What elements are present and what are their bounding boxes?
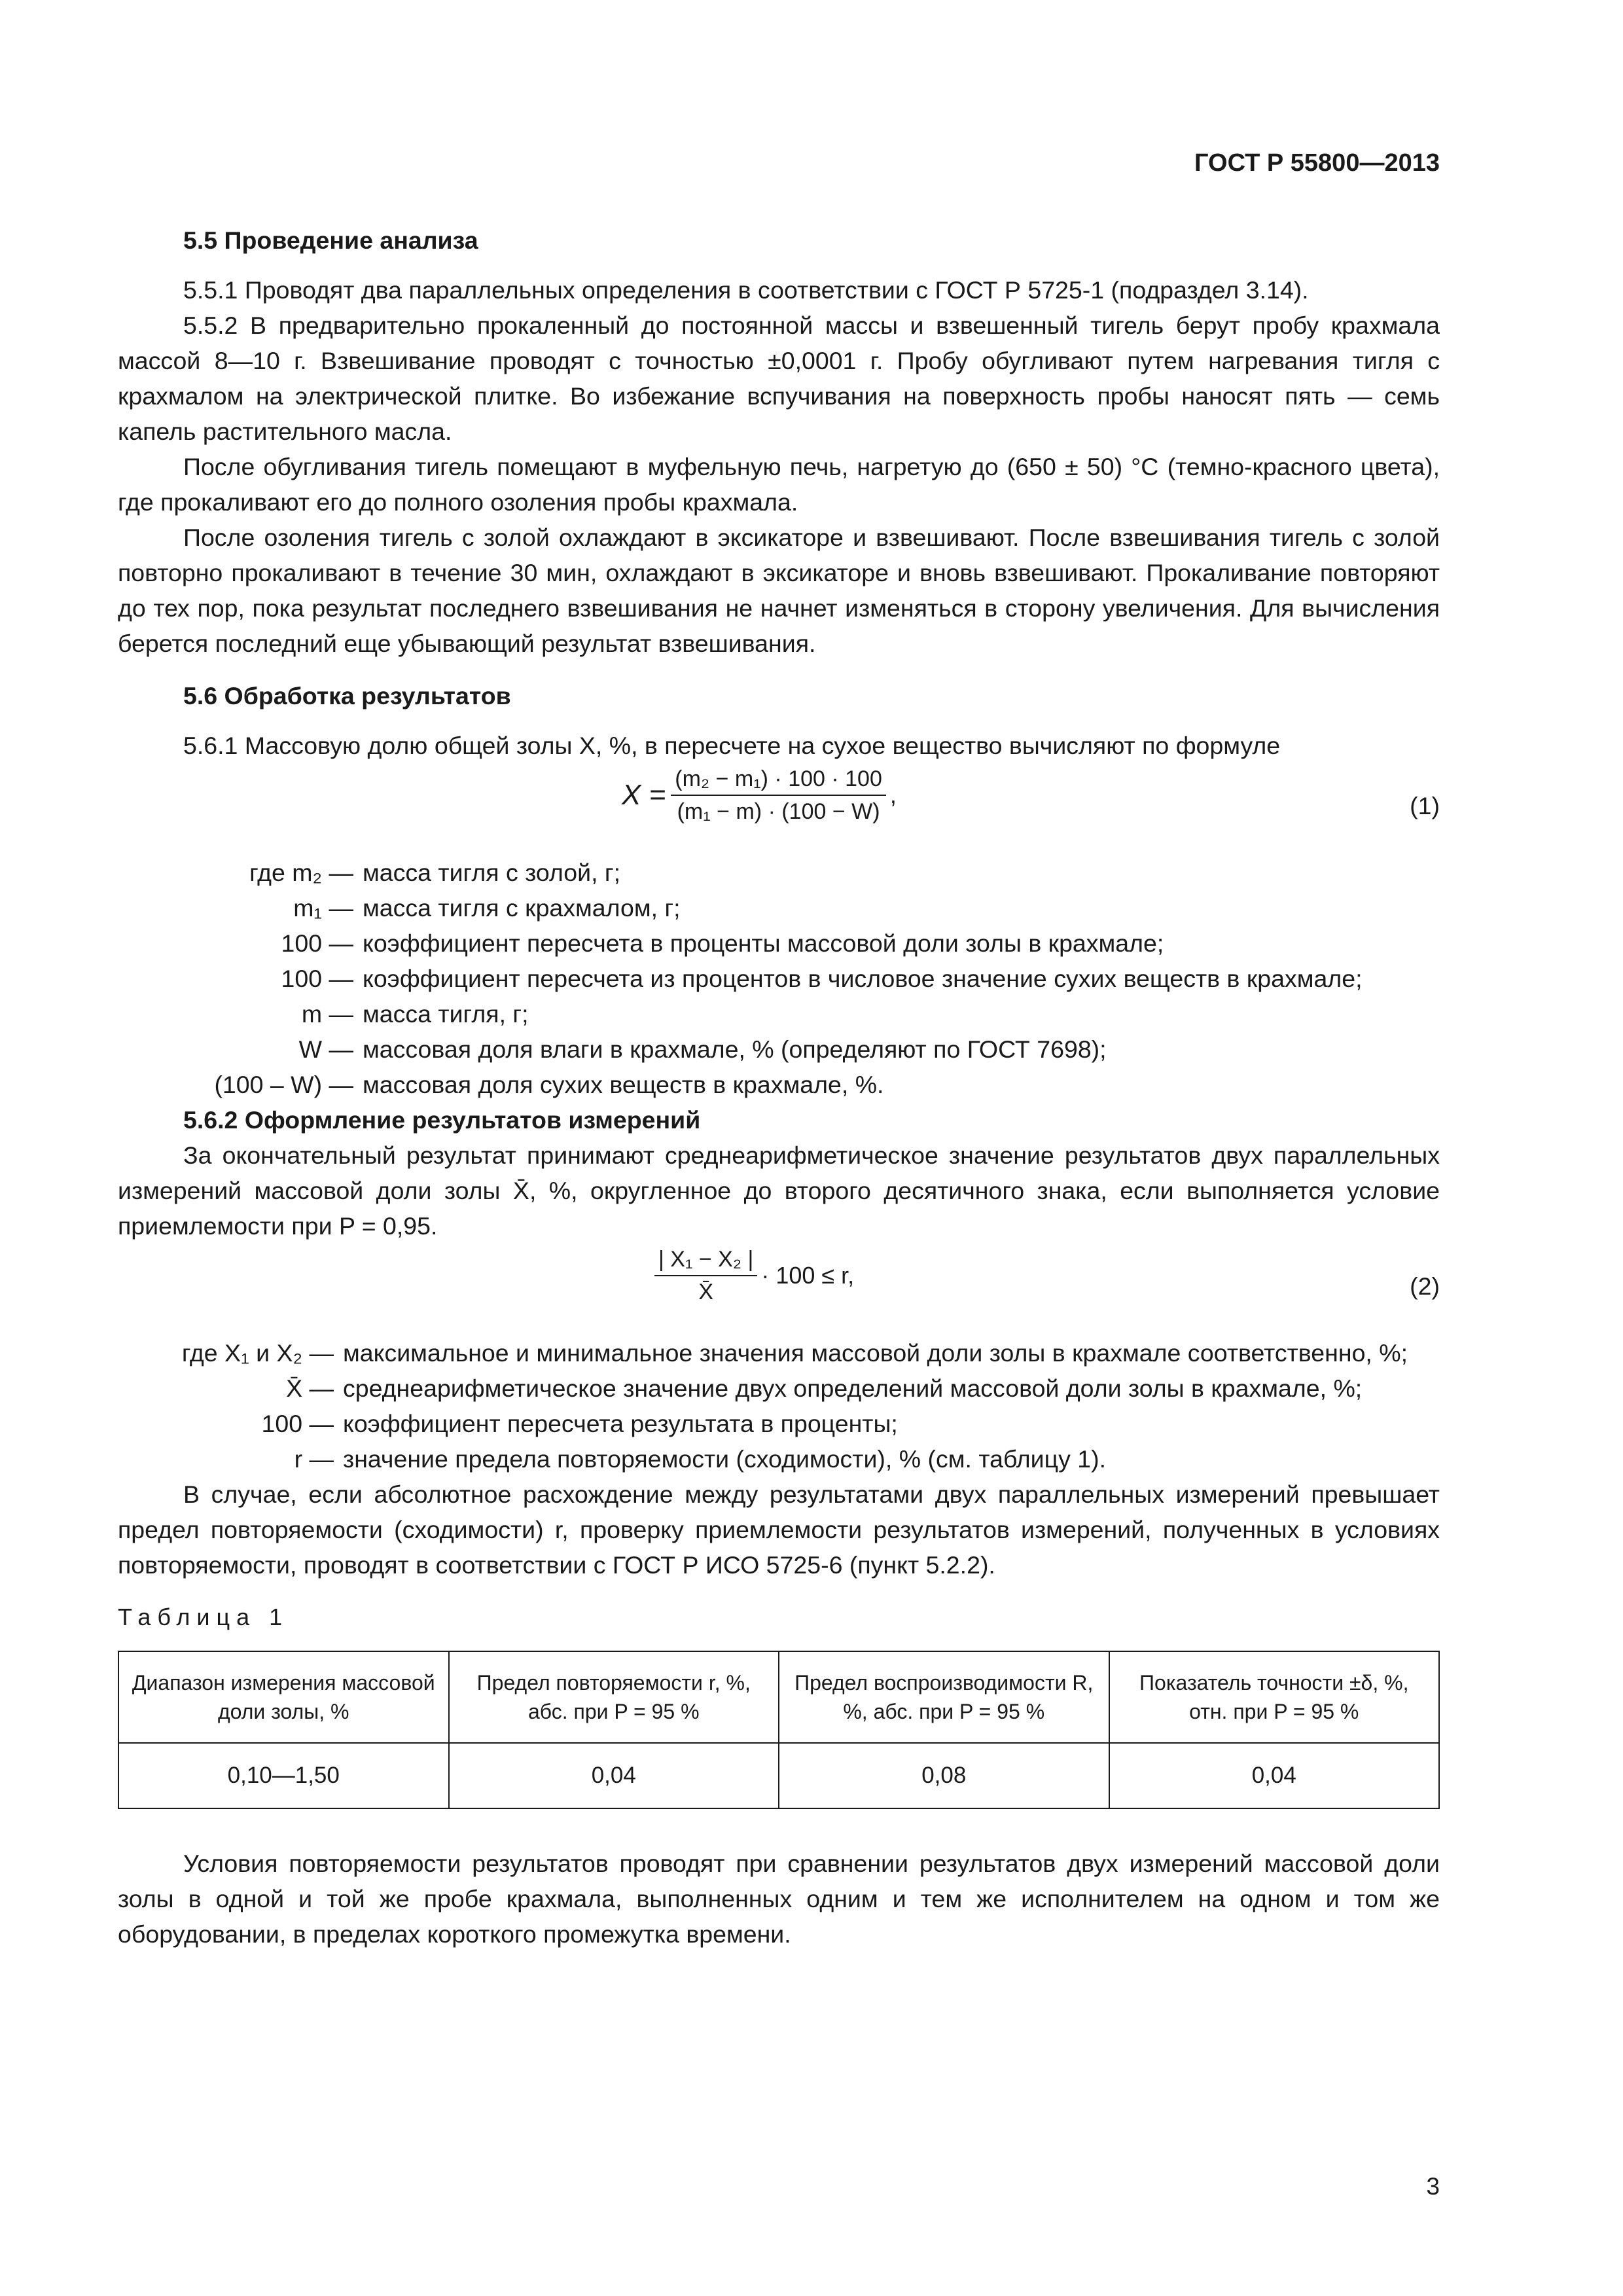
formula-1-number: (1) [1410, 792, 1440, 819]
legend2-symbol: 100 — [261, 1410, 334, 1437]
legend2-symbol: r — [294, 1445, 334, 1473]
formula-2 [118, 1244, 1440, 1335]
table-cell: 0,10—1,50 [118, 1743, 449, 1808]
legend1-symbol: где m₂ — [249, 859, 353, 886]
table-header-cell: Предел повторяемости r, %, абс. при P = 95 % [449, 1651, 779, 1743]
table-cell: 0,04 [449, 1743, 779, 1808]
section-5-5-title: 5.5 Проведение анализа [183, 226, 478, 254]
formula-1-lhs: X = [622, 779, 666, 811]
page-number: 3 [1426, 2173, 1440, 2200]
legend1-symbol: 100 — [281, 929, 353, 957]
paragraph-5-6-2: За окончательный результат принимают среднеарифметическое значение результатов двух параллельных измерений массовой доли золы X̄, %, округленное до второго десятичного знака, если выполняется условие приемлемости при P = 0,95. [118, 1141, 1440, 1240]
legend1-text: коэффициент пересчета в проценты массовой доли золы в крахмале; [363, 929, 1164, 957]
paragraph-repeatability-check: В случае, если абсолютное расхождение между результатами двух параллельных измерений превышает предел повторяемости (сходимости) r, проверку приемлемости результатов измерений, полученных в условиях повторяемости, проводят в соответствии с ГОСТ Р ИСО 5725-6 (пункт 5.2.2). [118, 1480, 1440, 1579]
table-row [118, 1743, 1439, 1808]
formula-2-number: (2) [1410, 1272, 1440, 1300]
formula-1-expression [622, 763, 897, 827]
legend1-text: масса тигля с крахмалом, г; [363, 894, 681, 922]
legend2-symbol: где X₁ и X₂ — [181, 1339, 334, 1367]
table-1-caption: Таблица 1 [118, 1604, 289, 1630]
section-5-6-title: 5.6 Обработка результатов [183, 682, 511, 709]
paragraph-5-5-3: После обугливания тигель помещают в муфельную печь, нагретую до (650 ± 50) °С (темно-красного цвета), где прокаливают его до полного озоления пробы крахмала. [118, 453, 1440, 516]
paragraph-5-5-1: 5.5.1 Проводят два параллельных определения в соответствии с ГОСТ Р 5725-1 (подраздел 3.14). [183, 276, 1309, 304]
formula-1 [118, 763, 1440, 855]
paragraph-closing: Условия повторяемости результатов проводят при сравнении результатов двух измерений массовой доли золы в одной и той же пробе крахмала, выполненных одним и тем же исполнителем на одном и том же оборудовании, в пределах короткого промежутка времени. [118, 1850, 1440, 1948]
legend1-text: масса тигля с золой, г; [363, 859, 621, 886]
table-header-cell: Диапазон измерения массовой доли золы, % [118, 1651, 449, 1743]
legend1-text: коэффициент пересчета из процентов в числовое значение сухих веществ в крахмале; [363, 965, 1363, 992]
paragraph-5-5-4: После озоления тигель с золой охлаждают в эксикаторе и взвешивают. После взвешивания тигель с золой повторно прокаливают в течение 30 мин, охлаждают в эксикаторе и вновь взвешивают. Прокаливание повторяют до тех пор, пока результат последнего взвешивания не начнет изменяться в сторону увеличения. Для вычисления берется последний еще убывающий результат взвешивания. [118, 524, 1440, 657]
legend1-symbol: m — [301, 1000, 353, 1028]
legend1-symbol: (100 – W) — [214, 1071, 353, 1098]
legend2-text: значение предела повторяемости (сходимости), % (см. таблицу 1). [343, 1445, 1107, 1473]
legend1-text: масса тигля, г; [363, 1000, 529, 1028]
paragraph-5-5-2: 5.5.2 В предварительно прокаленный до постоянной массы и взвешенный тигель берут пробу крахмала массой 8—10 г. Взвешивание проводят с точностью ±0,0001 г. Пробу обугливают путем нагревания тигля с крахмалом на электрической плитке. Во избежание вспучивания на поверхность пробы наносят пять — семь капель растительного масла. [118, 312, 1440, 445]
table-1 [118, 1651, 1440, 1809]
document-code-header: ГОСТ Р 55800—2013 [1194, 149, 1440, 177]
subsection-5-6-2-title: 5.6.2 Оформление результатов измерений [183, 1106, 701, 1134]
legend1-symbol: m₁ — [293, 894, 353, 922]
legend1-text: массовая доля влаги в крахмале, % (определяют по ГОСТ 7698); [363, 1035, 1107, 1063]
formula-1-denominator: (m₁ − m) · (100 − W) [677, 799, 880, 824]
formula-2-denominator: X̄ [698, 1280, 714, 1304]
legend2-symbol: X̄ — [286, 1374, 334, 1402]
table-cell: 0,08 [779, 1743, 1109, 1808]
legend1-text: массовая доля сухих веществ в крахмале, %. [363, 1071, 884, 1098]
legend1-symbol: 100 — [281, 965, 353, 992]
legend2-text: максимальное и минимальное значения массовой доли золы в крахмале соответственно, %; [343, 1339, 1408, 1367]
paragraph-5-6-1: 5.6.1 Массовую долю общей золы X, %, в пересчете на сухое вещество вычисляют по формуле [183, 732, 1281, 759]
formula-2-numerator: | X₁ − X₂ | [654, 1244, 757, 1276]
formula-1-legend [118, 855, 1440, 1102]
formula-2-expression [654, 1244, 854, 1308]
formula-1-numerator: (m₂ − m₁) · 100 · 100 [671, 763, 886, 796]
table-cell: 0,04 [1109, 1743, 1440, 1808]
table-header-cell: Показатель точности ±δ, %, отн. при P = 95 % [1109, 1651, 1440, 1743]
formula-2-legend [118, 1335, 1440, 1477]
formula-1-tail: , [889, 781, 897, 808]
legend2-text: коэффициент пересчета результата в проценты; [343, 1410, 898, 1437]
page-content [118, 223, 1440, 1952]
table-header-cell: Предел воспроизводимости R, %, абс. при P = 95 % [779, 1651, 1109, 1743]
legend2-text: среднеарифметическое значение двух определений массовой доли золы в крахмале, %; [343, 1374, 1363, 1402]
legend1-symbol: W — [298, 1035, 353, 1063]
formula-2-tail: · 100 ≤ r, [761, 1262, 855, 1289]
table-header-row [118, 1651, 1439, 1743]
